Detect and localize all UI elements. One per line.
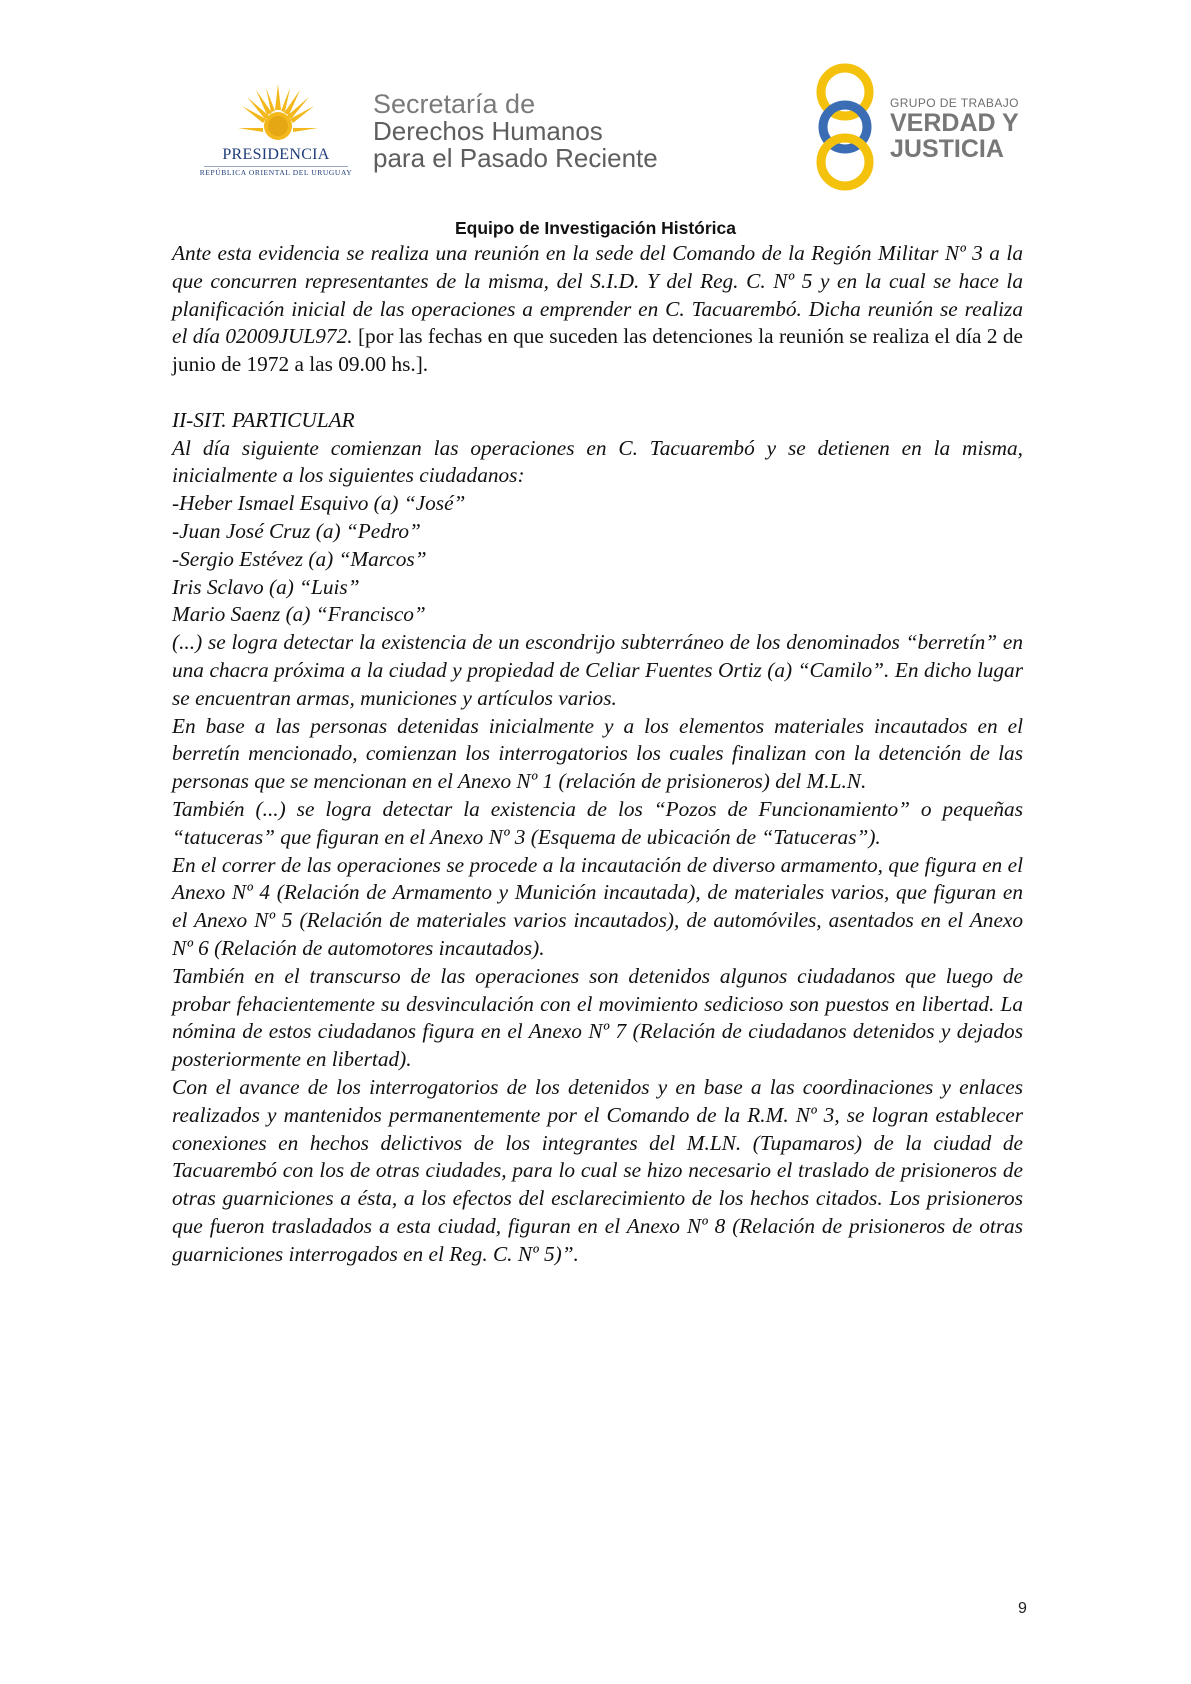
meeting-text-italic: Ante esta evidencia se realiza una reunión en la sede del Comando de la Región Militar Nº 3 a la que concurren representantes de la misma, del S.I.D. Y del Reg. C. Nº 5 y en la cual se hace la planificación inicial de las operaciones a emprender en C. Tacuarembó. Dicha reunión se realiza el día 02009JUL972. [172, 241, 1023, 349]
paragraph-meeting [172, 240, 1023, 379]
detainee-item: -Heber Ismael Esquivo (a) “José” [172, 491, 466, 516]
paragraph-operations-start: Al día siguiente comienzan las operaciones en C. Tacuarembó y se detienen en la misma, inicialmente a los siguientes ciudadanos: [172, 435, 1023, 488]
paragraph-seizures: En el correr de las operaciones se procede a la incautación de diverso armamento, que figura en el Anexo Nº 4 (Relación de Armamento y Munición incautada), de materiales varios, que figuran en el Anexo Nº 5 (Relación de materiales varios incautados), de automóviles, asentados en el Anexo Nº 6 (Relación de automotores incautados). [172, 852, 1023, 960]
sun-emblem-icon [238, 82, 318, 152]
paragraph-gap [172, 379, 1023, 407]
paragraph-interrogations: En base a las personas detenidas inicialmente y a los elementos materiales incautados en el berretín mencionado, comienzan los interrogatorios los cuales finalizan con la detención de las personas que se mencionan en el Anexo Nº 1 (relación de prisioneros) del M.L.N. [172, 713, 1023, 794]
document-header [0, 0, 1191, 238]
presidencia-divider [204, 166, 348, 167]
secretaria-line-3: para el Pasado Reciente [373, 143, 658, 173]
detainee-item: Iris Sclavo (a) “Luis” [172, 574, 360, 599]
detainee-item: -Juan José Cruz (a) “Pedro” [172, 518, 421, 543]
detainee-item: -Sergio Estévez (a) “Marcos” [172, 546, 427, 571]
paragraph-released: También en el transcurso de las operaciones son detenidos algunos ciudadanos que luego de probar fehacientemente su desvinculación con el movimiento sedicioso son puestos en libertad. La nómina de estos ciudadanos figura en el Anexo Nº 7 (Relación de ciudadanos detenidos y dejados posteriormente en libertad). [172, 963, 1023, 1072]
grupo-verdad-justicia-logo [810, 62, 1060, 192]
detainee-item: Mario Saenz (a) “Francisco” [172, 602, 426, 627]
meeting-text-note: [por las fechas en que suceden las detenciones la reunión se realiza el día 2 de junio de 1972 a las 09.00 hs.]. [172, 324, 1023, 377]
paragraph-tatuceras: También (...) se logra detectar la existencia de los “Pozos de Funcionamiento” o pequeñas “tatuceras” que figuran en el Anexo Nº 3 (Esquema de ubicación de “Tatuceras”). [172, 796, 1023, 849]
grupo-line-3: JUSTICIA [890, 135, 1004, 163]
page-number: 9 [1018, 1600, 1027, 1617]
presidencia-logo [196, 82, 356, 182]
paragraph-berretin: (...) se logra detectar la existencia de un escondrijo subterráneo de los denominados “berretín” en una chacra próxima a la ciudad y propiedad de Celiar Fuentes Ortiz (a) “Camilo”. En dicho lugar se encuentran armas, municiones y artículos varios. [172, 630, 1023, 710]
presidencia-name: PRESIDENCIA [222, 146, 330, 163]
paragraph-connections: Con el avance de los interrogatorios de los detenidos y en base a las coordinaciones y enlaces realizados y mantenidos permanentemente por el Comando de la R.M. Nº 3, se logran establecer conexiones en hechos delictivos de los integrantes del M.LN. (Tupamaros) de la ciudad de Tacuarembó con los de otras ciudades, para lo cual se hizo necesario el traslado de prisioneros de otras guarniciones a ésta, a los efectos del esclarecimiento de los hechos citados. Los prisioneros que fueron trasladados a esta ciudad, figuran en el Anexo Nº 8 (Relación de prisioneros de otras guarniciones interrogados en el Reg. C. Nº 5)”. [172, 1074, 1023, 1266]
team-title: Equipo de Investigación Histórica [454, 218, 737, 238]
secretaria-line-1: Secretaría de [373, 89, 536, 119]
secretaria-line-2: Derechos Humanos [373, 116, 603, 146]
grupo-line-2: VERDAD Y [890, 109, 1019, 137]
grupo-line-1: GRUPO DE TRABAJO [890, 96, 1019, 110]
document-body [172, 240, 1023, 1268]
secretaria-logo-text [373, 91, 658, 172]
section-heading: II-SIT. PARTICULAR [172, 407, 355, 432]
presidencia-subtitle: REPÚBLICA ORIENTAL DEL URUGUAY [199, 168, 353, 177]
interlocking-rings-icon [810, 62, 880, 192]
